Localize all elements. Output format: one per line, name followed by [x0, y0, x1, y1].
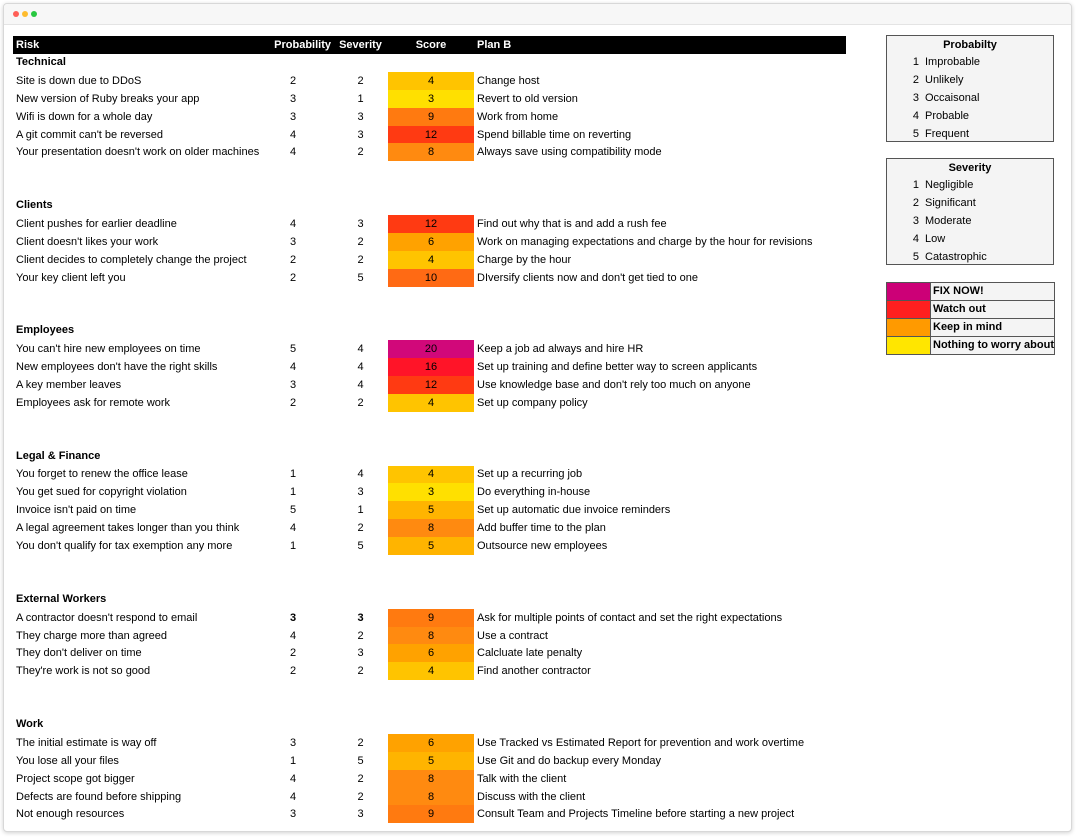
- probability-cell[interactable]: 3: [289, 110, 297, 123]
- severity-cell[interactable]: 3: [357, 217, 364, 230]
- probability-cell[interactable]: 1: [289, 540, 297, 553]
- probability-cell[interactable]: 3: [289, 611, 297, 624]
- score-cell[interactable]: 16: [388, 358, 474, 376]
- table-row[interactable]: [13, 108, 846, 126]
- legend-item-label: Negligible: [925, 179, 974, 191]
- header-score: Score: [415, 39, 447, 51]
- legend-item: [887, 177, 1053, 195]
- risk-cell[interactable]: A legal agreement takes longer than you think: [16, 522, 240, 535]
- risk-cell[interactable]: Your presentation doesn't work on older machines: [16, 146, 260, 159]
- probability-cell[interactable]: 4: [289, 128, 297, 141]
- plan-b-cell[interactable]: Work on managing expectations and charge by the hour for revisions: [477, 235, 813, 248]
- severity-cell[interactable]: 4: [357, 379, 364, 391]
- severity-cell[interactable]: 2: [357, 522, 364, 535]
- plan-b-cell[interactable]: Outsource new employees: [477, 540, 608, 553]
- legend-item: [887, 54, 1053, 72]
- table-row[interactable]: [13, 805, 846, 823]
- severity-cell[interactable]: 5: [357, 754, 364, 767]
- probability-cell[interactable]: 1: [289, 468, 297, 481]
- risk-cell[interactable]: Employees ask for remote work: [16, 396, 171, 409]
- color-legend: [886, 282, 1055, 355]
- risk-cell[interactable]: Project scope got bigger: [16, 772, 135, 785]
- color-legend-row: [886, 319, 1055, 337]
- table-row[interactable]: [13, 627, 846, 645]
- table-row[interactable]: [13, 788, 846, 806]
- table-row[interactable]: [13, 770, 846, 788]
- risk-cell[interactable]: Client doesn't likes your work: [16, 235, 159, 248]
- risk-cell[interactable]: Wifi is down for a whole day: [16, 110, 153, 123]
- probability-cell[interactable]: 3: [289, 808, 297, 821]
- plan-b-cell[interactable]: Set up automatic due invoice reminders: [477, 504, 671, 517]
- legend-item-label: Probable: [925, 109, 970, 122]
- table-row[interactable]: [13, 752, 846, 770]
- plan-b-cell[interactable]: Always save using compatibility mode: [477, 146, 662, 159]
- plan-b-cell[interactable]: Find another contractor: [477, 665, 591, 678]
- probability-cell[interactable]: 3: [289, 736, 297, 749]
- severity-cell[interactable]: 2: [357, 629, 364, 642]
- probability-cell[interactable]: 1: [289, 486, 297, 499]
- probability-cell[interactable]: 4: [289, 361, 297, 374]
- score-cell[interactable]: 4: [388, 662, 474, 680]
- legend-item-number: 5: [912, 127, 919, 140]
- color-legend-row: [886, 283, 1055, 301]
- score-cell[interactable]: 8: [388, 143, 474, 161]
- risk-cell[interactable]: Client pushes for earlier deadline: [16, 217, 177, 230]
- plan-b-cell[interactable]: Find out why that is and add a rush fee: [477, 217, 667, 230]
- score-cell[interactable]: 8: [388, 627, 474, 645]
- probability-cell[interactable]: 2: [289, 665, 297, 678]
- category-heading: Technical: [16, 56, 66, 68]
- probability-cell[interactable]: 4: [289, 629, 297, 642]
- score-cell[interactable]: 9: [388, 108, 474, 126]
- risk-cell[interactable]: A contractor doesn't respond to email: [16, 611, 198, 624]
- header-plan-b: Plan B: [477, 39, 512, 51]
- section-spacer: [13, 287, 846, 323]
- plan-b-cell[interactable]: Consult Team and Projects Timeline before starting a new project: [477, 808, 795, 821]
- legend-item-number: 5: [912, 250, 919, 263]
- risk-table: [13, 36, 846, 823]
- legend-item-label: Significant: [925, 196, 976, 209]
- color-swatch: [887, 337, 931, 354]
- legend-item-number: 3: [912, 91, 919, 104]
- table-row[interactable]: [13, 537, 846, 555]
- severity-cell[interactable]: 2: [357, 146, 364, 159]
- section-spacer: [13, 161, 846, 197]
- table-row[interactable]: [13, 340, 846, 358]
- table-row[interactable]: [13, 233, 846, 251]
- probability-cell[interactable]: 2: [289, 74, 297, 87]
- color-swatch: [887, 283, 931, 300]
- table-row[interactable]: [13, 358, 846, 376]
- risk-cell[interactable]: You forget to renew the office lease: [16, 468, 188, 481]
- table-row[interactable]: [13, 269, 846, 287]
- severity-cell[interactable]: 2: [357, 396, 364, 409]
- plan-b-cell[interactable]: Calcluate late penalty: [477, 647, 583, 660]
- severity-cell[interactable]: 2: [357, 772, 364, 785]
- plan-b-cell[interactable]: Set up a recurring job: [477, 468, 583, 481]
- header-probability: Probability: [274, 39, 331, 51]
- probability-cell[interactable]: 4: [289, 772, 297, 785]
- probability-cell[interactable]: 4: [289, 217, 297, 230]
- score-cell[interactable]: 6: [388, 644, 474, 662]
- legend-item-label: Frequent: [925, 127, 970, 140]
- risk-cell[interactable]: New version of Ruby breaks your app: [16, 92, 200, 105]
- color-legend-row: [886, 301, 1055, 319]
- severity-cell[interactable]: 3: [357, 647, 364, 660]
- color-legend-label: Watch out: [933, 302, 986, 315]
- legend-item-number: 3: [912, 214, 919, 227]
- risk-cell[interactable]: The initial estimate is way off: [16, 736, 157, 749]
- plan-b-cell[interactable]: Keep a job ad always and hire HR: [477, 343, 644, 356]
- plan-b-cell[interactable]: Use Tracked vs Estimated Report for prevention and work overtime: [477, 736, 805, 749]
- severity-cell[interactable]: 2: [357, 665, 364, 678]
- header-risk: Risk: [16, 39, 40, 51]
- plan-b-cell[interactable]: DIversify clients now and don't get tied to one: [477, 271, 699, 284]
- legend-item-number: 4: [912, 109, 919, 122]
- legend-item-number: 4: [912, 232, 919, 245]
- color-legend-label: Keep in mind: [933, 320, 1003, 333]
- score-cell[interactable]: 12: [388, 126, 474, 144]
- plan-b-cell[interactable]: Set up company policy: [477, 396, 588, 409]
- risk-cell[interactable]: You lose all your files: [16, 754, 119, 767]
- risk-cell[interactable]: Your key client left you: [16, 271, 126, 284]
- color-legend-row: [886, 337, 1055, 355]
- plan-b-cell[interactable]: Discuss with the client: [477, 790, 586, 803]
- score-cell[interactable]: 6: [388, 734, 474, 752]
- score-cell[interactable]: 4: [388, 394, 474, 412]
- plan-b-cell[interactable]: Revert to old version: [477, 92, 578, 105]
- plan-b-cell[interactable]: Do everything in-house: [477, 486, 591, 499]
- color-legend-label: FIX NOW!: [933, 285, 984, 297]
- color-swatch: [887, 301, 931, 318]
- probability-cell[interactable]: 3: [289, 235, 297, 248]
- table-row[interactable]: [13, 483, 846, 501]
- severity-cell[interactable]: 2: [357, 253, 364, 266]
- severity-cell[interactable]: 2: [357, 736, 364, 749]
- legend-item-number: 1: [912, 179, 919, 191]
- probability-cell[interactable]: 2: [289, 253, 297, 266]
- score-cell[interactable]: 4: [388, 72, 474, 90]
- legend-item-label: Moderate: [925, 214, 972, 227]
- plan-b-cell[interactable]: Use a contract: [477, 629, 548, 642]
- section-spacer: [13, 412, 846, 448]
- score-cell[interactable]: 8: [388, 770, 474, 788]
- title-bar: [4, 4, 1071, 25]
- probability-cell[interactable]: 4: [289, 522, 297, 535]
- section-spacer: [13, 555, 846, 591]
- category-heading: Clients: [16, 199, 53, 212]
- risk-cell[interactable]: Site is down due to DDoS: [16, 74, 142, 87]
- plan-b-cell[interactable]: Work from home: [477, 110, 559, 123]
- severity-cell[interactable]: 5: [357, 540, 364, 553]
- table-row[interactable]: [13, 644, 846, 662]
- score-cell[interactable]: 8: [388, 519, 474, 537]
- probability-cell[interactable]: 4: [289, 790, 297, 803]
- probability-cell[interactable]: 2: [289, 271, 297, 284]
- category-heading: Employees: [16, 324, 75, 337]
- table-header: [13, 36, 846, 54]
- probability-cell[interactable]: 1: [289, 754, 297, 767]
- plan-b-cell[interactable]: Spend billable time on reverting: [477, 128, 632, 141]
- minimize-window-button[interactable]: [22, 11, 28, 17]
- probability-cell[interactable]: 4: [289, 146, 297, 159]
- plan-b-cell[interactable]: Change host: [477, 74, 540, 87]
- risk-cell[interactable]: They don't deliver on time: [16, 647, 142, 660]
- category-heading: Legal & Finance: [16, 449, 101, 462]
- risk-cell[interactable]: New employees don't have the right skills: [16, 361, 218, 374]
- severity-cell[interactable]: 3: [357, 110, 364, 123]
- maximize-window-button[interactable]: [31, 11, 37, 17]
- risk-cell[interactable]: You don't qualify for tax exemption any more: [16, 540, 233, 553]
- legend-item-number: 1: [912, 56, 919, 68]
- score-cell[interactable]: 4: [388, 251, 474, 269]
- severity-cell[interactable]: 3: [357, 611, 364, 624]
- score-cell[interactable]: 10: [388, 269, 474, 287]
- risk-cell[interactable]: They charge more than agreed: [16, 629, 168, 642]
- score-cell[interactable]: 8: [388, 788, 474, 806]
- table-row[interactable]: [13, 466, 846, 484]
- score-cell[interactable]: 9: [388, 805, 474, 823]
- legend-item-label: Low: [925, 232, 946, 245]
- score-cell[interactable]: 5: [388, 752, 474, 770]
- legend-item: [887, 195, 1053, 213]
- plan-b-cell[interactable]: Ask for multiple points of contact and set the right expectations: [477, 611, 783, 624]
- header-severity: Severity: [339, 39, 382, 51]
- risk-cell[interactable]: A git commit can't be reversed: [16, 128, 163, 141]
- score-cell[interactable]: 12: [388, 376, 474, 394]
- table-row[interactable]: [13, 376, 846, 394]
- severity-cell[interactable]: 3: [357, 808, 364, 821]
- severity-cell[interactable]: 3: [357, 486, 364, 499]
- severity-legend: [886, 158, 1054, 265]
- plan-b-cell[interactable]: Use knowledge base and don't rely too much on anyone: [477, 379, 751, 391]
- legend-item-number: 2: [912, 73, 919, 86]
- score-cell[interactable]: 12: [388, 215, 474, 233]
- score-cell[interactable]: 6: [388, 233, 474, 251]
- probability-cell[interactable]: 5: [289, 504, 297, 517]
- table-row[interactable]: [13, 90, 846, 108]
- section-spacer: [13, 680, 846, 716]
- severity-cell[interactable]: 1: [357, 92, 364, 105]
- table-row[interactable]: [13, 662, 846, 680]
- table-row[interactable]: [13, 394, 846, 412]
- probability-cell[interactable]: 2: [289, 396, 297, 409]
- table-row[interactable]: [13, 143, 846, 161]
- plan-b-cell[interactable]: Set up training and define better way to screen applicants: [477, 361, 758, 374]
- score-cell[interactable]: 3: [388, 483, 474, 501]
- probability-legend-items: [887, 54, 1053, 143]
- score-cell[interactable]: 5: [388, 537, 474, 555]
- legend-item-label: Catastrophic: [925, 250, 987, 263]
- probability-legend: [886, 35, 1054, 142]
- severity-cell[interactable]: 2: [357, 74, 364, 87]
- color-swatch: [887, 319, 931, 336]
- table-row[interactable]: [13, 734, 846, 752]
- legend-item: [887, 231, 1053, 249]
- legend-item: [887, 90, 1053, 108]
- close-window-button[interactable]: [13, 11, 19, 17]
- severity-cell[interactable]: 1: [357, 504, 364, 517]
- table-body: [13, 54, 846, 823]
- risk-cell[interactable]: Not enough resources: [16, 808, 125, 821]
- probability-cell[interactable]: 2: [289, 647, 297, 660]
- plan-b-cell[interactable]: Charge by the hour: [477, 253, 572, 266]
- plan-b-cell[interactable]: Use Git and do backup every Monday: [477, 754, 662, 767]
- table-row[interactable]: [13, 609, 846, 627]
- category-heading: Work: [16, 718, 44, 731]
- legend-item-label: Unlikely: [925, 73, 964, 86]
- risk-cell[interactable]: Invoice isn't paid on time: [16, 504, 137, 517]
- table-row[interactable]: [13, 501, 846, 519]
- severity-cell[interactable]: 5: [357, 271, 364, 284]
- severity-cell[interactable]: 3: [357, 128, 364, 141]
- risk-cell[interactable]: They're work is not so good: [16, 665, 151, 678]
- table-row[interactable]: [13, 215, 846, 233]
- legend-item-label: Improbable: [925, 56, 981, 68]
- severity-cell[interactable]: 4: [357, 361, 364, 374]
- score-cell[interactable]: 4: [388, 466, 474, 484]
- risk-cell[interactable]: Defects are found before shipping: [16, 790, 182, 803]
- probability-cell[interactable]: 3: [289, 379, 297, 391]
- score-cell[interactable]: 3: [388, 90, 474, 108]
- score-cell[interactable]: 5: [388, 501, 474, 519]
- probability-cell[interactable]: 5: [289, 343, 297, 356]
- table-row[interactable]: [13, 72, 846, 90]
- legend-item: [887, 126, 1053, 144]
- legend-item: [887, 213, 1053, 231]
- risk-cell[interactable]: Client decides to completely change the project: [16, 253, 247, 266]
- severity-legend-items: [887, 177, 1053, 266]
- legend-item: [887, 72, 1053, 90]
- risk-cell[interactable]: A key member leaves: [16, 379, 122, 391]
- severity-cell[interactable]: 4: [357, 468, 364, 481]
- table-row[interactable]: [13, 126, 846, 144]
- severity-legend-title: Severity: [948, 162, 992, 174]
- legend-item-label: Occaisonal: [925, 91, 980, 104]
- risk-cell[interactable]: You can't hire new employees on time: [16, 343, 201, 356]
- plan-b-cell[interactable]: Add buffer time to the plan: [477, 522, 606, 535]
- severity-cell[interactable]: 4: [357, 343, 364, 356]
- legend-item: [887, 108, 1053, 126]
- table-row[interactable]: [13, 251, 846, 269]
- probability-cell[interactable]: 3: [289, 92, 297, 105]
- table-row[interactable]: [13, 519, 846, 537]
- color-legend-label: Nothing to worry about: [933, 338, 1054, 351]
- plan-b-cell[interactable]: Talk with the client: [477, 772, 567, 785]
- severity-cell[interactable]: 2: [357, 790, 364, 803]
- legend-item: [887, 249, 1053, 267]
- probability-legend-title: Probabilty: [943, 39, 997, 51]
- legend-item-number: 2: [912, 196, 919, 209]
- score-cell[interactable]: 9: [388, 609, 474, 627]
- severity-cell[interactable]: 2: [357, 235, 364, 248]
- score-cell[interactable]: 20: [388, 340, 474, 358]
- category-heading: External Workers: [16, 592, 107, 605]
- risk-cell[interactable]: You get sued for copyright violation: [16, 486, 187, 499]
